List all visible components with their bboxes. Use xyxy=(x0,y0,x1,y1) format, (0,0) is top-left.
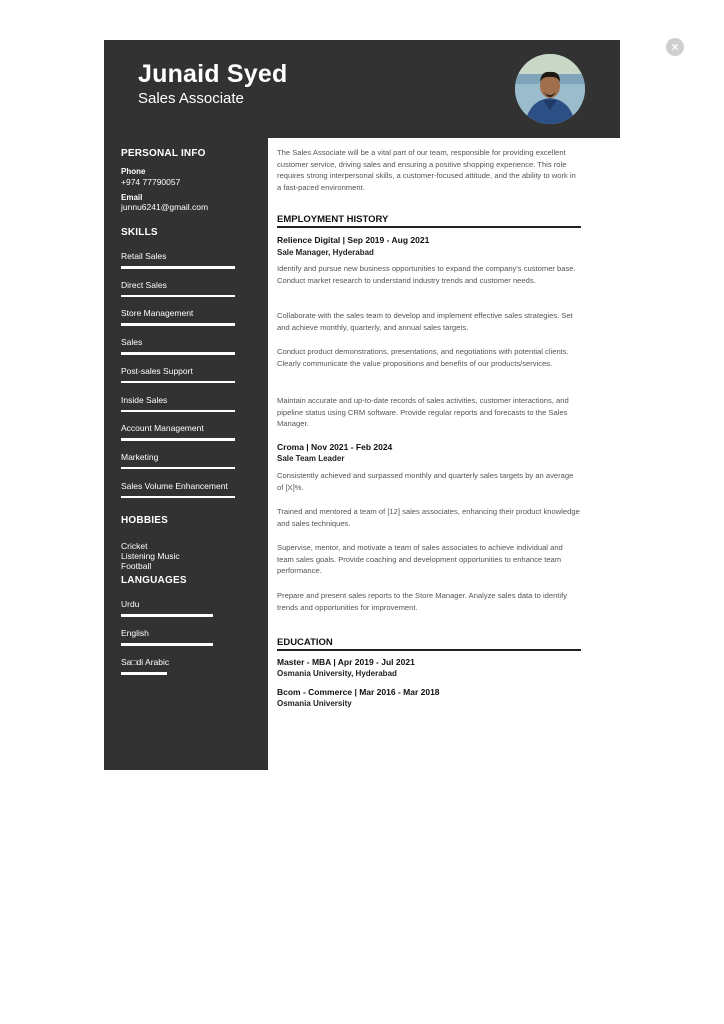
email-label: Email xyxy=(121,193,143,202)
phone-label: Phone xyxy=(121,167,146,176)
hobby-item: Listening Music xyxy=(121,551,180,561)
skill-item xyxy=(121,308,271,326)
employment-heading: EMPLOYMENT HISTORY xyxy=(277,214,581,228)
candidate-title: Sales Associate xyxy=(138,90,244,107)
job-bullet: Trained and mentored a team of [12] sales associates, enhancing their product knowledge and sales techniques. xyxy=(277,507,580,528)
skill-label: Post-sales Support xyxy=(121,365,193,376)
language-item xyxy=(121,628,271,646)
skill-label: Retail Sales xyxy=(121,251,167,261)
resume-page xyxy=(104,40,620,770)
email-value: junnu6241@gmail.com xyxy=(121,202,209,212)
language-label: Sa□di Arabic xyxy=(121,657,170,667)
skill-level-bar xyxy=(121,438,235,441)
skills-heading: SKILLS xyxy=(121,227,158,238)
skill-label: Sales Volume Enhancement xyxy=(121,480,228,491)
phone-value: +974 77790057 xyxy=(121,177,181,187)
education-title: Master - MBA | Apr 2019 - Jul 2021 xyxy=(277,657,415,667)
language-level-bar xyxy=(121,672,167,675)
skill-label: Direct Sales xyxy=(121,279,167,290)
job-bullet: Collaborate with the sales team to develop and implement effective sales strategies. Set and achieve monthly, quarterly, and annual sales targets. xyxy=(277,311,573,332)
hobby-item: Football xyxy=(121,561,152,571)
job-bullet: Identify and pursue new business opportunities to expand the company's customer base. Conduct market research to understand industry trends and customer needs. xyxy=(277,264,576,285)
skill-label: Marketing xyxy=(121,451,159,462)
skill-level-bar xyxy=(121,323,235,326)
skill-item xyxy=(121,452,271,470)
skill-label: Inside Sales xyxy=(121,394,168,405)
skill-label: Sales xyxy=(121,337,143,348)
education-school: Osmania University, Hyderabad xyxy=(277,669,397,678)
education-school: Osmania University xyxy=(277,699,352,708)
skill-level-bar xyxy=(121,266,235,269)
language-label: Urdu xyxy=(121,599,140,609)
skill-label: Store Management xyxy=(121,308,194,319)
skill-label: Account Management xyxy=(121,423,204,434)
skill-item xyxy=(121,423,271,441)
language-item xyxy=(121,599,271,617)
job-subtitle: Sale Team Leader xyxy=(277,454,345,463)
job-bullet: Consistently achieved and surpassed monthly and quarterly sales targets by an average of [X]%. xyxy=(277,471,574,492)
job-bullet: Prepare and present sales reports to the Store Manager. Analyze sales data to identify trends and opportunities for improvement. xyxy=(277,591,568,612)
job-subtitle: Sale Manager, Hyderabad xyxy=(277,248,374,257)
skill-level-bar xyxy=(121,467,235,470)
skill-item xyxy=(121,251,271,269)
personal-info-heading: PERSONAL INFO xyxy=(121,148,206,159)
skill-item xyxy=(121,395,271,413)
summary-text: The Sales Associate will be a vital part of our team, responsible for providing excellent customer service, driving sales and ensuring a positive shopping experience. This role requires strong interpersonal skills, a customer-focused attitude, and the ability to work in a fast-paced environment. xyxy=(277,148,576,192)
skill-level-bar xyxy=(121,496,235,499)
job-bullet: Maintain accurate and up-to-date records of sales activities, customer interactions, and pipeline status using CRM software. Provide regular reports and forecasts to the Sales Manager. xyxy=(277,396,569,428)
skill-item xyxy=(121,481,271,499)
skill-level-bar xyxy=(121,410,235,413)
hobbies-list xyxy=(121,541,180,571)
skill-level-bar xyxy=(121,352,235,355)
hobby-item: Cricket xyxy=(121,541,148,551)
close-button[interactable]: × xyxy=(666,38,684,56)
skill-level-bar xyxy=(121,295,235,298)
sidebar xyxy=(104,138,268,770)
job-title: Croma | Nov 2021 - Feb 2024 xyxy=(277,442,393,452)
hobbies-heading: HOBBIES xyxy=(121,515,168,526)
education-heading: EDUCATION xyxy=(277,637,581,651)
job-bullet: Conduct product demonstrations, presentations, and negotiations with potential clients. Clearly communicate the value propositions and benefits of our products/services. xyxy=(277,347,569,368)
language-level-bar xyxy=(121,614,213,617)
skill-item xyxy=(121,337,271,355)
profile-photo xyxy=(515,54,585,124)
language-level-bar xyxy=(121,643,213,646)
job-bullet: Supervise, mentor, and motivate a team of sales associates to achieve individual and team sales goals. Provide coaching and development opportunities to enhance team performance. xyxy=(277,543,563,575)
candidate-name: Junaid Syed xyxy=(138,60,288,88)
education-title: Bcom - Commerce | Mar 2016 - Mar 2018 xyxy=(277,687,440,697)
avatar xyxy=(515,54,585,124)
language-label: English xyxy=(121,628,149,638)
skill-item xyxy=(121,280,271,298)
language-item xyxy=(121,657,271,675)
job-title: Relience Digital | Sep 2019 - Aug 2021 xyxy=(277,235,430,245)
resume-header xyxy=(104,40,620,138)
skill-level-bar xyxy=(121,381,235,384)
languages-heading: LANGUAGES xyxy=(121,575,187,586)
skill-item xyxy=(121,366,271,384)
